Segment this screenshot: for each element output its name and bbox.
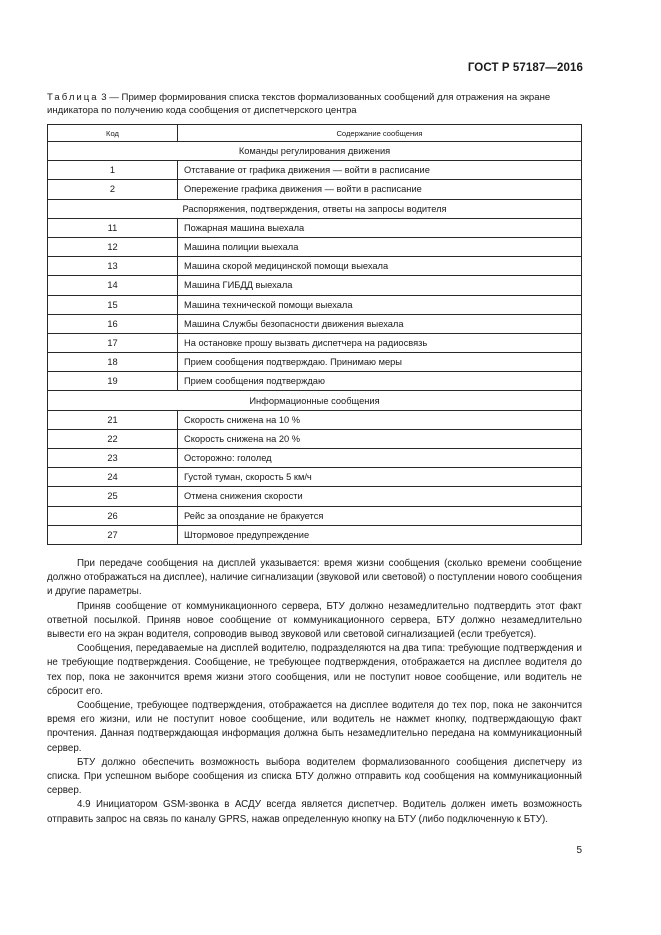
- section-title: Команды регулирования движения: [48, 142, 582, 161]
- table-row: [48, 372, 582, 391]
- table-header-row: [48, 125, 582, 142]
- table-row: [48, 487, 582, 506]
- table-row: [48, 295, 582, 314]
- message-text: Отставание от графика движения — войти в расписание: [178, 161, 582, 180]
- message-code: 23: [48, 449, 178, 468]
- message-text: Осторожно: гололед: [178, 449, 582, 468]
- message-text: Опережение графика движения — войти в расписание: [178, 180, 582, 199]
- caption-text: 3 — Пример формирования списка текстов формализованных сообщений для отражения на экране индикатора по получению кода сообщения от диспетчерского центра: [47, 92, 551, 116]
- message-text: Штормовое предупреждение: [178, 525, 582, 544]
- message-text: Машина полиции выехала: [178, 237, 582, 256]
- table-row: [48, 429, 582, 448]
- caption-label: Таблица: [47, 92, 99, 103]
- table-row: [48, 257, 582, 276]
- section-row: [48, 199, 582, 218]
- message-text: Машина скорой медицинской помощи выехала: [178, 257, 582, 276]
- message-text: Машина технической помощи выехала: [178, 295, 582, 314]
- paragraph: Сообщение, требующее подтверждения, отображается на дисплее водителя до тех пор, пока не закончится время его жизни, или не поступит новое сообщение, или водитель не нажмет кнопку, подтверждающую факт прочтения. Данная подтверждающая информация должна быть незамедлительно передана на коммуникационный сервер.: [47, 700, 582, 754]
- message-text: Прием сообщения подтверждаю. Принимаю меры: [178, 353, 582, 372]
- message-code: 16: [48, 314, 178, 333]
- page-number: 5: [576, 845, 582, 856]
- message-text: Машина Службы безопасности движения выехала: [178, 314, 582, 333]
- table-row: [48, 525, 582, 544]
- message-code: 13: [48, 257, 178, 276]
- table-row: [48, 161, 582, 180]
- message-text: Рейс за опоздание не бракуется: [178, 506, 582, 525]
- message-code: 24: [48, 468, 178, 487]
- message-text: Густой туман, скорость 5 км/ч: [178, 468, 582, 487]
- table-row: [48, 180, 582, 199]
- table-body: [48, 142, 582, 545]
- section-title: Распоряжения, подтверждения, ответы на запросы водителя: [48, 199, 582, 218]
- message-code: 27: [48, 525, 178, 544]
- section-row: [48, 142, 582, 161]
- message-code: 21: [48, 410, 178, 429]
- messages-table: [47, 124, 582, 545]
- section-row: [48, 391, 582, 410]
- message-code: 22: [48, 429, 178, 448]
- message-code: 11: [48, 218, 178, 237]
- message-text: Скорость снижена на 10 %: [178, 410, 582, 429]
- message-code: 18: [48, 353, 178, 372]
- message-text: Скорость снижена на 20 %: [178, 429, 582, 448]
- table-row: [48, 506, 582, 525]
- message-code: 17: [48, 333, 178, 352]
- table-row: [48, 333, 582, 352]
- message-code: 2: [48, 180, 178, 199]
- section-title: Информационные сообщения: [48, 391, 582, 410]
- paragraph: Приняв сообщение от коммуникационного сервера, БТУ должно незамедлительно подтвердить этот факт ответной посылкой. Приняв новое сообщение от коммуникационного сервера, БТУ должно незамедлительно вывести его на экран водителя, сопроводив вывод звуковой или световой сигнализацией (если требуется).: [47, 600, 582, 641]
- message-text: Отмена снижения скорости: [178, 487, 582, 506]
- message-code: 26: [48, 506, 178, 525]
- table-row: [48, 410, 582, 429]
- message-code: 12: [48, 237, 178, 256]
- message-text: Машина ГИБДД выехала: [178, 276, 582, 295]
- message-code: 14: [48, 276, 178, 295]
- message-text: Пожарная машина выехала: [178, 218, 582, 237]
- table-row: [48, 449, 582, 468]
- paragraph: Сообщения, передаваемые на дисплей водителю, подразделяются на два типа: требующие подтверждения и не требующие подтверждения. Сообщение, не требующее подтверждения, отображается на дисплее водителя до тех пор, пока не закончится время жизни этого сообщения, или не поступит новое сообщение, или водитель не сбросит его.: [47, 643, 582, 697]
- header-code: Код: [48, 125, 178, 142]
- header-content: Содержание сообщения: [178, 125, 582, 142]
- message-code: 19: [48, 372, 178, 391]
- table-row: [48, 314, 582, 333]
- table-caption: [47, 92, 585, 117]
- message-code: 15: [48, 295, 178, 314]
- table-row: [48, 276, 582, 295]
- message-text: На остановке прошу вызвать диспетчера на радиосвязь: [178, 333, 582, 352]
- standard-code: ГОСТ Р 57187—2016: [467, 62, 583, 74]
- paragraph: 4.9 Инициатором GSM-звонка в АСДУ всегда является диспетчер. Водитель должен иметь возможность отправить запрос на связь по каналу GPRS, нажав определенную кнопку на БТУ (либо подключенную к БТУ).: [47, 799, 582, 825]
- table-row: [48, 353, 582, 372]
- message-code: 1: [48, 161, 178, 180]
- paragraph: При передаче сообщения на дисплей указывается: время жизни сообщения (сколько времени сообщение должно отображаться на дисплее), наличие сигнализации (звуковой или световой) о поступлении нового сообщения и другие параметры.: [47, 558, 582, 598]
- message-code: 25: [48, 487, 178, 506]
- message-text: Прием сообщения подтверждаю: [178, 372, 582, 391]
- body-text: [47, 557, 582, 827]
- table-row: [48, 218, 582, 237]
- table-row: [48, 468, 582, 487]
- paragraph: БТУ должно обеспечить возможность выбора водителем формализованного сообщения диспетчеру из списка. При успешном выборе сообщения из списка БТУ должно отправить код сообщения на коммуникационный сервер.: [47, 756, 582, 797]
- table-row: [48, 237, 582, 256]
